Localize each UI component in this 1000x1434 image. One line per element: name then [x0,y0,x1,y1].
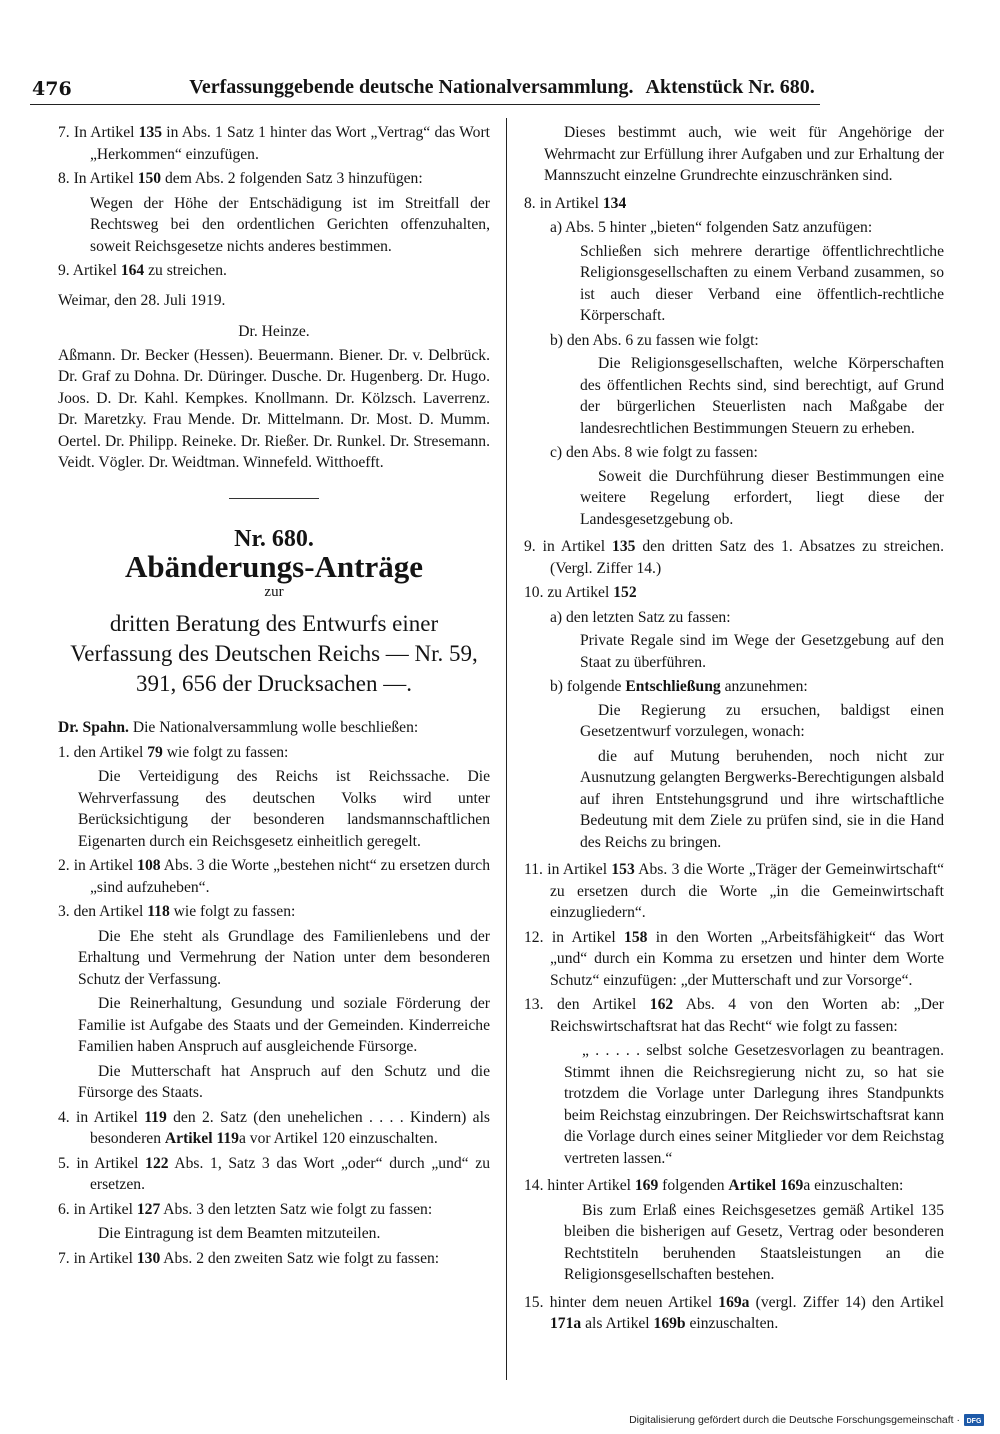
dfg-logo-icon [964,1414,984,1426]
page-number: 476 [32,78,72,100]
signatories: Aßmann. Dr. Becker (Hessen). Beuermann. Biener. Dr. v. Delbrück. Dr. Graf zu Dohna. Dr. Düringer. Dusche. Dr. Hugenberg. Dr. Hugo. Joos. D. Dr. Kahl. Kempkes. Knollmann. Dr. Kölzsch. Laverrenz. Dr. Maretzky. Frau Mende. Dr. Mittelmann. Dr. Most. D. Mumm. Oertel. Dr. Philipp. Reineke. Dr. Rießer. Dr. Runkel. Dr. Stresemann. Veidt. Vögler. Dr. Weidtman. Winnefeld. Witthoefft. [58,346,490,471]
place-date: Weimar, den 28. Juli 1919. [58,291,226,309]
dfg-logo-text: DFG [966,1418,982,1425]
list-item: 8. In Artikel 150 dem Abs. 2 folgenden Satz 3 hinzufügen: [58,170,423,187]
list-item: 12. in Artikel 158 in den Worten „Arbeitsfähigkeit“ das Wort „und“ durch ein Komma zu ersetzen und hinter dem Worte Schutz“ einzufügen: „der Mutterschaft und zur Vorsorge“. [524,928,944,989]
list-item: 9. in Artikel 135 den dritten Satz des 1. Absatzes zu streichen. (Vergl. Ziffer 14.) [524,538,944,577]
quoted-text: Die Reinerhaltung, Gesundung und soziale Förderung der Familie ist Aufgabe des Staats und der Gemeinden. Kinderreiche Familien haben Anspruch auf ausgleichende Fürsorge. [78,995,490,1055]
sub-item: a) Abs. 5 hinter „bieten“ folgenden Satz anzufügen: [550,219,873,236]
quoted-text: Soweit die Durchführung dieser Bestimmungen eine weitere Regelung erfordert, liegt diese der Landesgesetzgebung ob. [580,467,944,528]
list-item: 11. in Artikel 153 Abs. 3 die Worte „Träger der Gemeinwirtschaft“ zu ersetzen durch die Worte „in die Gemeinwirtschaft einzugliedern“. [524,861,945,921]
list-item: 5. in Artikel 122 Abs. 1, Satz 3 das Wort „oder“ durch „und“ zu ersetzen. [58,1154,490,1193]
header-rule [30,104,820,105]
quoted-text: Die Religionsgesellschaften, welche Körperschaften des öffentlichen Rechts sind, sind berechtigt, auf Grund der bürgerlichen Steuerlisten nach Maßgabe der landesrechtlichen Bestimmungen Steuern zu erheben. [580,355,944,437]
list-item: 7. in Artikel 130 Abs. 2 den zweiten Satz wie folgt zu fassen: [58,1249,440,1267]
list-item: 1. den Artikel 79 wie folgt zu fassen: [58,743,289,761]
section-divider [229,498,319,499]
left-column [58,122,490,1272]
quoted-text: die auf Mutung beruhenden, noch nicht zur Ausnutzung gelangten Bergwerks-Berechtigungen alsbald auf ihren Entstehungsgrund und ihre wirtschaftliche Bedeutung mit dem Ziele zu prüfen sind, sie in die Hand des Reichs zu bringen. [580,747,944,851]
footer-credit [629,1414,984,1426]
quoted-text: Wegen der Höhe der Entschädigung ist im Streitfall der Rechtsweg bei den ordentlichen Gerichten offenzuhalten, soweit Reichsgesetze nichts anderes bestimmen. [90,194,490,255]
quoted-text: Private Regale sind im Wege der Gesetzgebung auf den Staat zu überführen. [580,632,944,671]
quoted-text: Die Ehe steht als Grundlage des Familienlebens und der Erhaltung und Vermehrung der Nation unter dem besonderen Schutz der Verfassung. [78,927,490,988]
document-zur: zur [264,583,284,600]
running-title: Verfassunggebende deutsche Nationalversammlung. [189,76,634,98]
list-item: 6. in Artikel 127 Abs. 3 den letzten Satz wie folgt zu fassen: [58,1200,433,1218]
list-item: 8. in Artikel 134 [524,194,627,212]
running-ref: Aktenstück Nr. 680. [645,76,815,98]
document-number: Nr. 680. [234,525,314,552]
quoted-text: Bis zum Erlaß eines Reichsgesetzes gemäß Artikel 135 bleiben die bisherigen auf Gesetz, Vertrag oder besonderen Rechtstiteln beruhenden Staatsleistungen an die Religionsgesellschaften bestehen. [564,1201,944,1283]
document-title: Abänderungs-Anträge [125,549,423,584]
sub-item: a) den letzten Satz zu fassen: [550,608,731,626]
signature-head: Dr. Heinze. [238,323,310,340]
list-item: 13. den Artikel 162 Abs. 4 von den Worten ab: „Der Reichswirtschaftsrat hat das Recht“ wie folgt zu fassen: [524,996,945,1035]
list-item: 9. Artikel 164 zu streichen. [58,262,227,279]
quoted-text: Schließen sich mehrere derartige öffentlichrechtliche Religionsgesellschaften zu einem Verband zusammen, so ist auch dieser Verband eine öffentlich-rechtliche Körperschaft. [580,242,944,324]
quoted-text: „ . . . . . selbst solche Gesetzesvorlagen zu beantragen. Stimmt ihnen die Reichsregierung nicht zu, so hat sie trotzdem die Vorlage unter Darlegung ihres Standpunkts beim Reichstag einzubringen. Der Reichswirtschaftsrat kann die Vorlage durch eines seiner Mitglieder vor dem Reichstag vertreten lassen.“ [564,1042,944,1167]
quoted-text: Die Eintragung ist dem Beamten mitzuteilen. [98,1225,381,1242]
right-column [524,122,944,1338]
motion-intro: Dr. Spahn. Die Nationalversammlung wolle beschließen: [58,719,419,736]
sub-item: b) folgende Entschließung anzunehmen: [550,678,808,695]
quoted-text: Die Verteidigung des Reichs ist Reichssache. Die Wehrverfassung des deutschen Volks wird unter Berücksichtigung der besonderen landsmannschaftlichen Eigenarten durch ein Reichsgesetz einheitlich geregelt. [78,768,490,850]
list-item: 15. hinter dem neuen Artikel 169a (vergl. Ziffer 14) den Artikel 171a als Artikel 169b einzuschalten. [524,1293,944,1332]
list-item: 10. zu Artikel 152 [524,584,637,601]
quoted-text: Die Mutterschaft hat Anspruch auf den Schutz und die Fürsorge des Staats. [78,1062,490,1101]
credit-text: Digitalisierung gefördert durch die Deutsche Forschungsgemeinschaft · [629,1414,960,1426]
running-head [172,76,832,99]
list-item: 4. in Artikel 119 den 2. Satz (den unehelichen . . . . Kindern) als besonderen Artikel 119a vor Artikel 120 einzuschalten. [58,1108,490,1147]
list-item: 2. in Artikel 108 Abs. 3 die Worte „bestehen nicht“ zu ersetzen durch „sind aufzuheben“. [58,857,490,896]
list-item: 7. In Artikel 135 in Abs. 1 Satz 1 hinter das Wort „Vertrag“ das Wort „Herkommen“ einzufügen. [58,124,490,163]
column-divider [506,118,507,1380]
document-subtitle: dritten Beratung des Entwurfs einer Verfassung des Deutschen Reichs — Nr. 59, 391, 656 der Drucksachen —. [70,611,478,696]
list-item: 14. hinter Artikel 169 folgenden Artikel 169a einzuschalten: [524,1177,904,1194]
list-item: 3. den Artikel 118 wie folgt zu fassen: [58,903,296,920]
quoted-text: Dieses bestimmt auch, wie weit für Angehörige der Wehrmacht zur Erfüllung ihrer Aufgaben und zur Erhaltung der Mannszucht einzelne Grundrechte einzuschränken sind. [544,124,944,184]
sub-item: b) den Abs. 6 zu fassen wie folgt: [550,331,759,349]
sub-item: c) den Abs. 8 wie folgt zu fassen: [550,444,758,461]
quoted-text: Die Regierung zu ersuchen, baldigst einen Gesetzentwurf vorzulegen, wonach: [580,701,944,740]
